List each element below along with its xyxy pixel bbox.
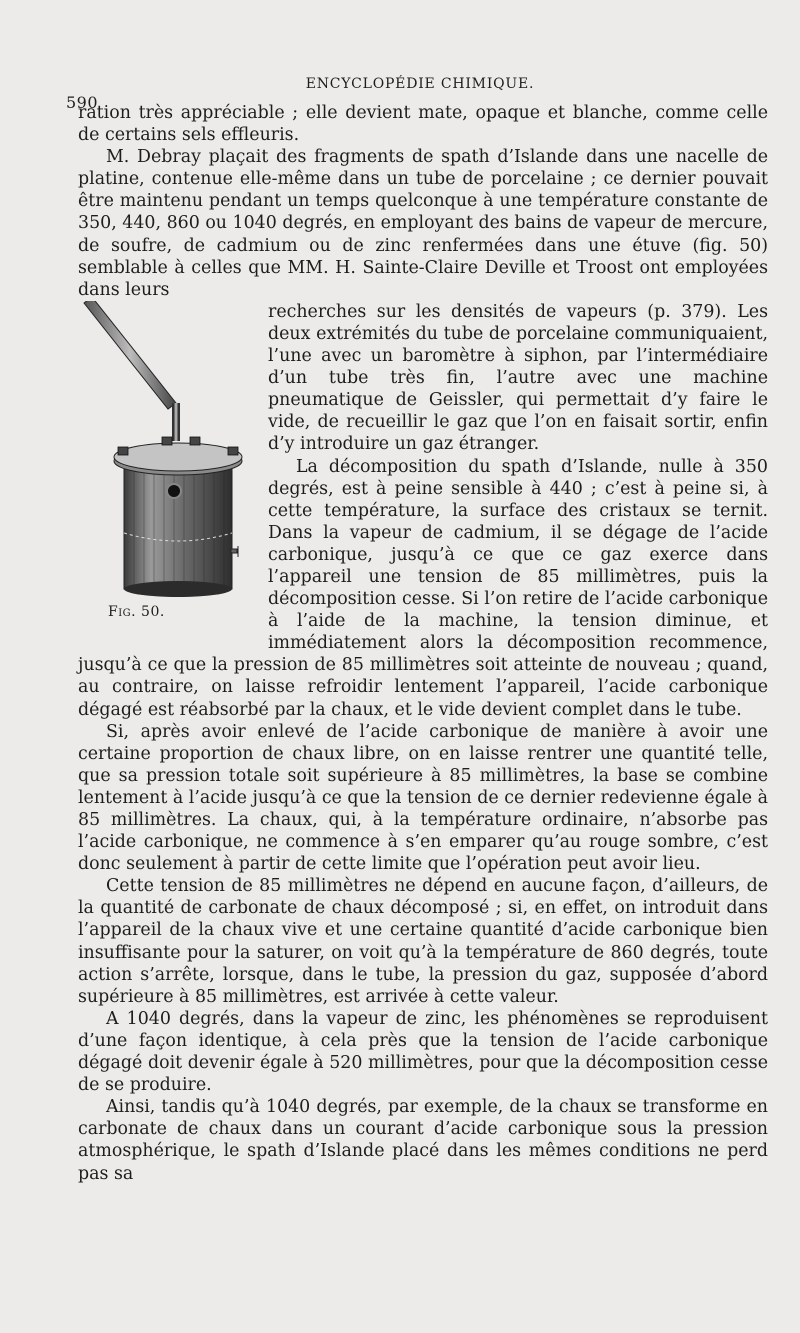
paragraph: Cette tension de 85 millimètres ne dépend en aucune façon, d’ailleurs, de la quantité de carbonate de chaux décomposé ; si, en effet, on introduit dans l’appareil de la chaux vive et une certaine quantité d’acide carbonique bien insuffisante pour la saturer, on voit qu’à la température de 860 degrés, toute action s’arrête, lorsque, dans le tube, la pression du gaz, supposée d’abord supérieure à 85 millimètres, est arrivée à cette valeur. (78, 876, 768, 1007)
paragraph: Ainsi, tandis qu’à 1040 degrés, par exemple, de la chaux se transforme en carbonate de chaux dans un courant d’acide carbonique sous la pression atmosphérique, le spath d’Islande placé dans les mêmes conditions ne perd pas sa (78, 1097, 768, 1184)
figure-caption: Fig. 50. (108, 603, 165, 620)
body-text (78, 102, 768, 1185)
paragraph: recherches sur les densités de vapeurs (p. 379). Les deux extrémités du tube de porcelaine communiquaient, l’une avec un baromètre à siphon, par l’intermédiaire d’un tube très fin, l’autre avec une machine pneumatique de Geissler, qui permettait d’y faire le vide, de recueillir le gaz que l’on en faisait sortir, enfin d’y introduire un gaz étranger. (268, 301, 768, 455)
page-number: 590 (66, 93, 99, 112)
paragraph: A 1040 degrés, dans la vapeur de zinc, les phénomènes se reproduisent d’une façon identique, à cela près que la tension de l’acide carbonique dégagé doit devenir égale à 520 millimètres, pour que la décomposition cesse de se produire. (78, 1008, 768, 1096)
figure-50 (78, 301, 260, 649)
running-title: ENCYCLOPÉDIE CHIMIQUE. (305, 76, 535, 92)
paragraph: La décomposition du spath d’Islande, nulle à 350 degrés, est à peine sensible à 440 ; c’est à peine si, à cette température, la surface des cristaux se ternit. Dans la vapeur de cadmium, il se dégage de l’acide carbonique, jusqu’à ce que ce gaz exerce dans l’appareil une tension de 85 millimètres, puis la décomposition cesse. Si l’on retire de l’acide carbonique à l’aide de la machine, la tension diminue, et immédiatement alors la décomposition recommence, jusqu’à ce que la pression de 85 millimètres soit atteinte de nouveau ; quand, au contraire, on laisse refroidir lentement l’appareil, l’acide carbonique dégagé est réabsorbé par la chaux, et le vide devient complet dans le tube. (78, 456, 768, 720)
paragraph: Si, après avoir enlevé de l’acide carbonique de manière à avoir une certaine proportion de chaux libre, on en laisse rentrer une quantité telle, que sa pression totale soit supérieure à 85 millimètres, la base se combine lentement à l’acide jusqu’à ce que la tension de ce dernier redevienne égale à 85 millimètres. La chaux, qui, à la température ordinaire, n’absorbe pas l’acide carbonique, ne commence à s’en emparer qu’au rouge sombre, c’est donc seulement à partir de cette limite que l’opération peut avoir lieu. (78, 721, 768, 875)
steam-bath-oven-illustration (78, 301, 260, 601)
paragraph: M. Debray plaçait des fragments de spath d’Islande dans une nacelle de platine, contenue elle-même dans un tube de porcelaine ; ce dernier pouvait être maintenu pendant un temps quelconque à une température constante de 350, 440, 860 ou 1040 degrés, en employant des bains de vapeur de mercure, de soufre, de cadmium ou de zinc renfermées dans une étuve (fig. 50) semblable à celles que MM. H. Sainte-Claire Deville et Troost ont employées dans leurs (78, 147, 768, 300)
paragraph: ration très appréciable ; elle devient mate, opaque et blanche, comme celle de certains sels effleuris. (78, 103, 768, 146)
